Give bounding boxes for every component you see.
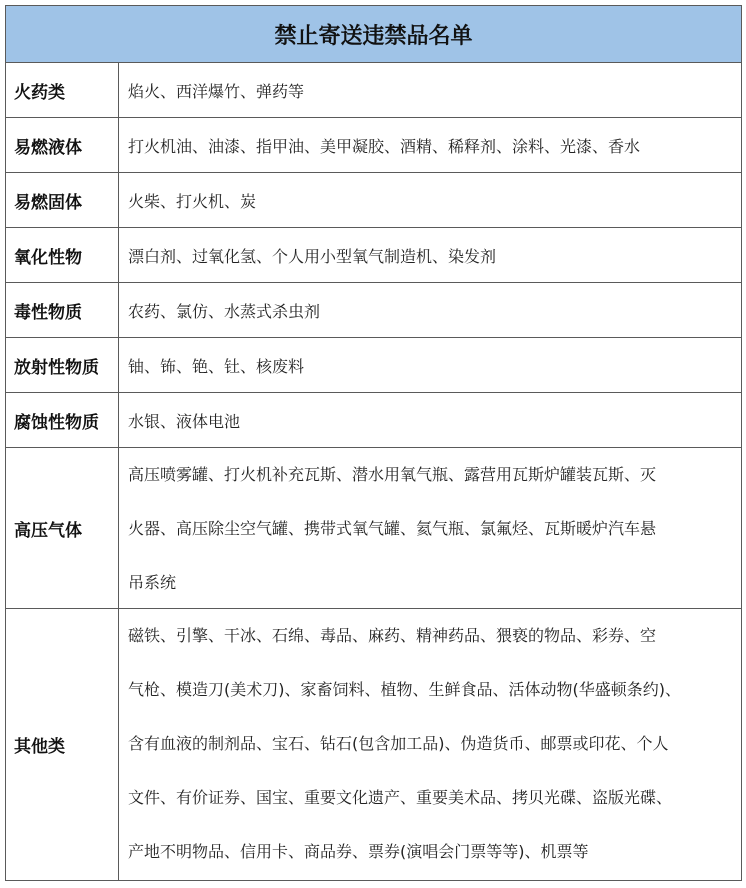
- table-row: [6, 283, 741, 338]
- table-title: 禁止寄送违禁品名单: [6, 6, 741, 63]
- items-line: 产地不明物品、信用卡、商品券、票券(演唱会门票等等)、机票等: [128, 842, 589, 861]
- items-line: 高压喷雾罐、打火机补充瓦斯、潜水用氧气瓶、露营用瓦斯炉罐装瓦斯、灭: [128, 465, 657, 484]
- category-cell: 高压气体: [6, 448, 119, 608]
- category-cell: 氧化性物: [6, 228, 119, 282]
- items-cell: 火柴、打火机、炭: [128, 191, 257, 211]
- category-cell: 火药类: [6, 63, 119, 117]
- table-row: [6, 118, 741, 173]
- category-cell: 放射性物质: [6, 338, 119, 392]
- items-line: 火器、高压除尘空气罐、携带式氧气罐、氦气瓶、氯氟烃、瓦斯暖炉汽车悬: [128, 519, 657, 538]
- category-cell: 其他类: [6, 609, 119, 880]
- items-line: 气枪、模造刀(美术刀)、家畜饲料、植物、生鲜食品、活体动物(华盛顿条约)、: [128, 680, 681, 699]
- items-line: 吊系统: [128, 573, 177, 592]
- items-cell: 铀、钸、铯、钍、核废料: [128, 356, 305, 376]
- prohibited-items-table: [5, 5, 742, 881]
- items-line: 文件、有价证券、国宝、重要文化遗产、重要美术品、拷贝光碟、盗版光碟、: [128, 788, 673, 807]
- table-row: [6, 173, 741, 228]
- table-row: [6, 228, 741, 283]
- items-cell: [119, 448, 741, 608]
- items-line: 含有血液的制剂品、宝石、钻石(包含加工品)、伪造货币、邮票或印花、个人: [128, 734, 669, 753]
- items-cell: 打火机油、油漆、指甲油、美甲凝胶、酒精、稀释剂、涂料、光漆、香水: [128, 136, 641, 156]
- category-cell: 易燃固体: [6, 173, 119, 227]
- category-cell: 毒性物质: [6, 283, 119, 337]
- category-cell: 腐蚀性物质: [6, 393, 119, 447]
- table-row: [6, 448, 741, 609]
- items-cell: 水银、液体电池: [128, 411, 241, 431]
- table-row: [6, 63, 741, 118]
- items-cell: [119, 609, 741, 880]
- items-cell: 焰火、西洋爆竹、弹药等: [128, 81, 305, 101]
- category-cell: 易燃液体: [6, 118, 119, 172]
- items-cell: 农药、氯仿、水蒸式杀虫剂: [128, 301, 321, 321]
- items-cell: 漂白剂、过氧化氢、个人用小型氧气制造机、染发剂: [128, 246, 497, 266]
- items-line: 磁铁、引擎、干冰、石绵、毒品、麻药、精神药品、猥亵的物品、彩券、空: [128, 626, 657, 645]
- table-row: [6, 393, 741, 448]
- table-row: [6, 338, 741, 393]
- table-row: [6, 609, 741, 880]
